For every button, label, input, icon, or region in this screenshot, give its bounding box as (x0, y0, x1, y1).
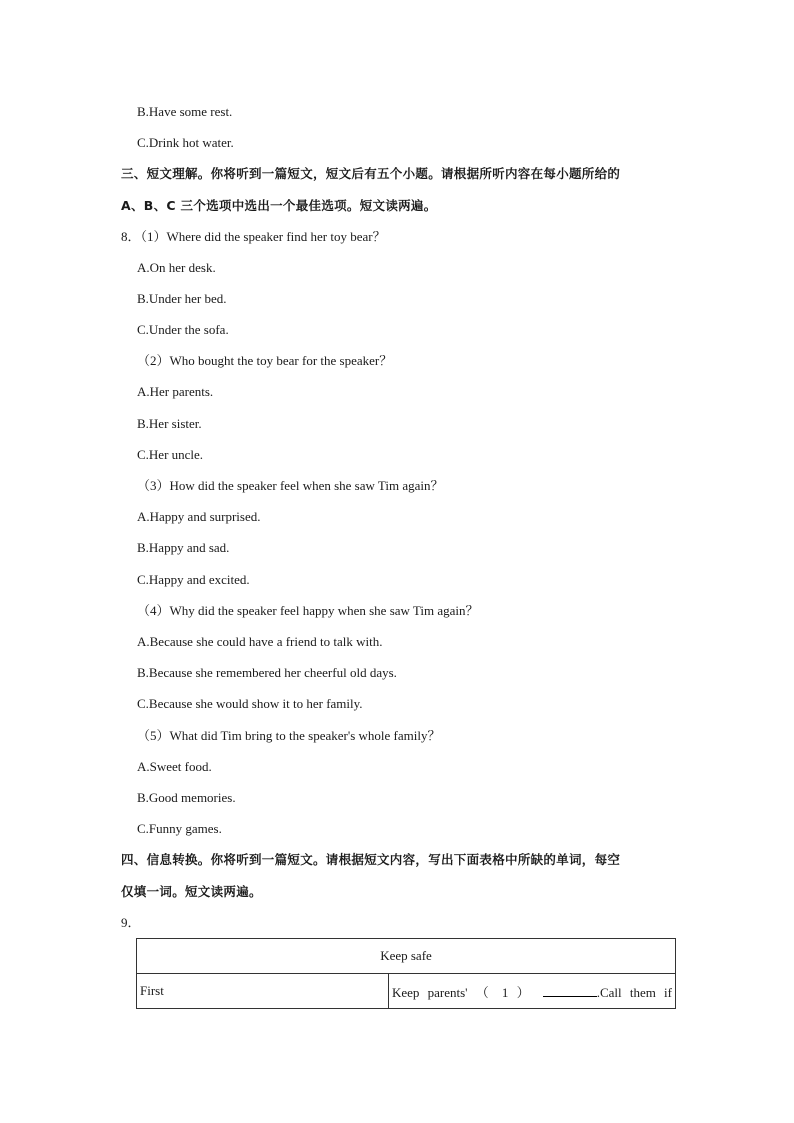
q1-option-c: C.Under the sofa. (137, 322, 229, 337)
q3-option-b: B.Happy and sad. (137, 540, 230, 555)
question-9-number: 9． (121, 915, 141, 930)
table-title: Keep safe (137, 939, 676, 974)
q4-option-c: C.Because she would show it to her family. (137, 696, 363, 711)
section4-heading-line2: 仅填一词。短文读两遍。 (121, 884, 262, 899)
q5-label: （5）What did Tim bring to the speaker's whole family？ (137, 728, 441, 743)
answer-blank-1[interactable] (543, 984, 597, 997)
q4-label: （4）Why did the speaker feel happy when she saw Tim again？ (137, 603, 479, 618)
section3-heading-line2: A、B、C 三个选项中选出一个最佳选项。短文读两遍。 (121, 198, 437, 213)
keep-text: Keep parents' （ 1 ） (392, 984, 543, 1000)
q4-option-a: A.Because she could have a friend to talk with. (137, 634, 383, 649)
option-b-rest: B.Have some rest. (137, 104, 233, 119)
table-row (137, 939, 676, 974)
q3-label: （3）How did the speaker feel when she saw Tim again？ (137, 478, 444, 493)
question-label: （1）Where did the speaker find her toy bear？ (140, 229, 386, 244)
q1-option-a: A.On her desk. (137, 260, 216, 275)
table-cell-keep (389, 974, 676, 1009)
call-text: .Call them if (596, 984, 672, 1000)
section4-heading-line1: 四、信息转换。你将听到一篇短文。请根据短文内容，写出下面表格中所缺的单词，每空 (121, 852, 621, 867)
info-table (136, 938, 676, 1009)
q2-option-a: A.Her parents. (137, 384, 214, 399)
question-8 (121, 229, 386, 245)
q5-option-c: C.Funny games. (137, 821, 222, 836)
q4-option-b: B.Because she remembered her cheerful old days. (137, 665, 397, 680)
q3-option-a: A.Happy and surprised. (137, 509, 261, 524)
option-c-water: C.Drink hot water. (137, 135, 234, 150)
section3-heading-line1: 三、短文理解。你将听到一篇短文，短文后有五个小题。请根据所听内容在每小题所给的 (121, 166, 621, 181)
q1-option-b: B.Under her bed. (137, 291, 227, 306)
q5-option-a: A.Sweet food. (137, 759, 212, 774)
question-number: 8． (121, 229, 141, 244)
q5-option-b: B.Good memories. (137, 790, 236, 805)
q2-label: （2）Who bought the toy bear for the speaker？ (137, 353, 393, 368)
table-row (137, 974, 676, 1009)
table-cell-first: First (137, 974, 389, 1009)
q2-option-c: C.Her uncle. (137, 447, 204, 462)
q3-option-c: C.Happy and excited. (137, 572, 250, 587)
q2-option-b: B.Her sister. (137, 416, 202, 431)
